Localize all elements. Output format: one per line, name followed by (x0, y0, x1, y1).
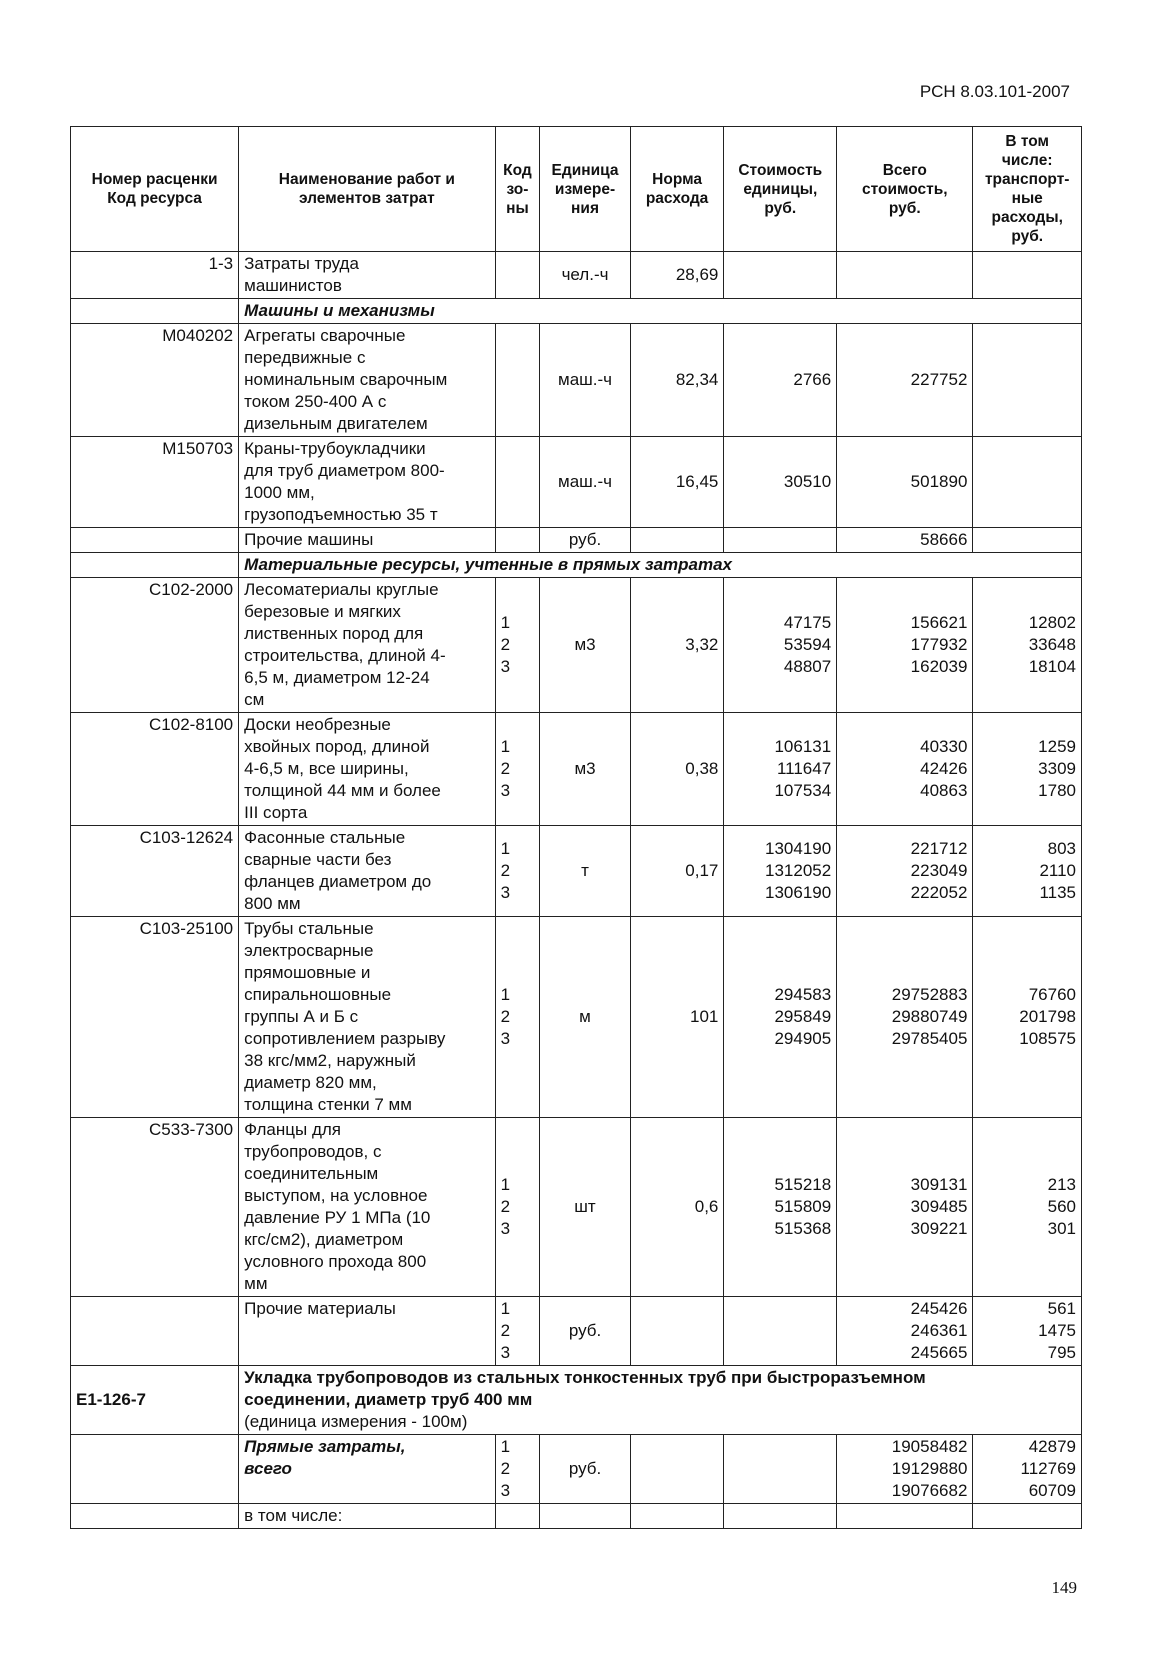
resource-code: С102-8100 (71, 713, 239, 826)
section-row (71, 553, 1082, 578)
total-cell (837, 252, 973, 299)
total-cell: 245426 246361 245665 (837, 1297, 973, 1366)
unit-cell: чел.-ч (540, 252, 630, 299)
table-row (71, 437, 1082, 528)
zone-cell: 1 2 3 (495, 1118, 540, 1297)
table-row (71, 1435, 1082, 1504)
norm-cell: 0,6 (630, 1118, 724, 1297)
price-cell (724, 1297, 837, 1366)
resource-code: 1-3 (71, 252, 239, 299)
table-row (71, 1504, 1082, 1529)
zone-cell (495, 1504, 540, 1529)
document-code: РСН 8.03.101-2007 (919, 82, 1070, 101)
resource-code: М040202 (71, 324, 239, 437)
price-cell: 1304190 1312052 1306190 (724, 826, 837, 917)
transport-cell: 1259 3309 1780 (973, 713, 1082, 826)
norm-cell: 16,45 (630, 437, 724, 528)
rates-table (70, 126, 1082, 1529)
table-row (71, 252, 1082, 299)
rate-heading (239, 1366, 1082, 1435)
norm-cell (630, 1504, 724, 1529)
resource-code (71, 528, 239, 553)
total-cell: 501890 (837, 437, 973, 528)
zone-cell: 1 2 3 (495, 826, 540, 917)
total-cell: 156621 177932 162039 (837, 578, 973, 713)
table-row (71, 826, 1082, 917)
unit-cell: руб. (540, 1435, 630, 1504)
rate-unit-note: (единица измерения - 100м) (244, 1412, 468, 1431)
total-cell (837, 1504, 973, 1529)
column-header-total: Всего стоимость, руб. (837, 127, 973, 252)
resource-code (71, 1504, 239, 1529)
rate-code: Е1-126-7 (71, 1366, 239, 1435)
total-cell: 29752883 29880749 29785405 (837, 917, 973, 1118)
unit-cell: руб. (540, 528, 630, 553)
total-cell: 40330 42426 40863 (837, 713, 973, 826)
rate-title: Укладка трубопроводов из стальных тонкостенных труб при быстроразъемном соединении, диаметр труб 400 мм (244, 1368, 926, 1409)
unit-cell (540, 1504, 630, 1529)
total-cell: 227752 (837, 324, 973, 437)
price-cell (724, 528, 837, 553)
price-cell: 106131 111647 107534 (724, 713, 837, 826)
transport-cell (973, 528, 1082, 553)
zone-cell (495, 437, 540, 528)
norm-cell: 82,34 (630, 324, 724, 437)
column-header-norm: Норма расхода (630, 127, 724, 252)
column-header-code: Номер расценки Код ресурса (71, 127, 239, 252)
table-row (71, 528, 1082, 553)
price-cell: 515218 515809 515368 (724, 1118, 837, 1297)
zone-cell: 1 2 3 (495, 578, 540, 713)
zone-cell (495, 324, 540, 437)
section-row (71, 299, 1082, 324)
empty-cell (71, 553, 239, 578)
transport-cell (973, 324, 1082, 437)
zone-cell: 1 2 3 (495, 917, 540, 1118)
price-cell (724, 1504, 837, 1529)
resource-name: Прочие машины (239, 528, 495, 553)
resource-code: М150703 (71, 437, 239, 528)
table-row (71, 1297, 1082, 1366)
zone-cell: 1 2 3 (495, 1297, 540, 1366)
norm-cell: 101 (630, 917, 724, 1118)
resource-name: Прочие материалы (239, 1297, 495, 1366)
zone-cell: 1 2 3 (495, 1435, 540, 1504)
transport-cell: 803 2110 1135 (973, 826, 1082, 917)
norm-cell: 0,38 (630, 713, 724, 826)
unit-cell: маш.-ч (540, 437, 630, 528)
transport-cell (973, 252, 1082, 299)
zone-cell (495, 528, 540, 553)
transport-cell: 213 560 301 (973, 1118, 1082, 1297)
norm-cell: 3,32 (630, 578, 724, 713)
unit-cell: шт (540, 1118, 630, 1297)
empty-cell (71, 299, 239, 324)
table-row (71, 324, 1082, 437)
page-number: 149 (1051, 1578, 1077, 1597)
zone-cell: 1 2 3 (495, 713, 540, 826)
table-row (71, 917, 1082, 1118)
resource-code: С103-25100 (71, 917, 239, 1118)
norm-cell: 0,17 (630, 826, 724, 917)
resource-name: Лесоматериалы круглые березовые и мягких лиственных пород для строительства, длиной 4- 6,5 м, диаметром 12-24 см (239, 578, 495, 713)
table-header-row (71, 127, 1082, 252)
resource-name: в том числе: (239, 1504, 495, 1529)
price-cell (724, 1435, 837, 1504)
section-title: Материальные ресурсы, учтенные в прямых затратах (239, 553, 1082, 578)
resource-name: Агрегаты сварочные передвижные с номинальным сварочным током 250-400 А с дизельным двигателем (239, 324, 495, 437)
unit-cell: т (540, 826, 630, 917)
resource-name: Краны-трубоукладчики для труб диаметром 800- 1000 мм, грузоподъемностью 35 т (239, 437, 495, 528)
resource-name: Затраты труда машинистов (239, 252, 495, 299)
price-cell: 2766 (724, 324, 837, 437)
norm-cell (630, 1297, 724, 1366)
resource-code (71, 1435, 239, 1504)
transport-cell (973, 437, 1082, 528)
section-title: Машины и механизмы (239, 299, 1082, 324)
norm-cell (630, 1435, 724, 1504)
transport-cell (973, 1504, 1082, 1529)
resource-code (71, 1297, 239, 1366)
price-cell (724, 252, 837, 299)
table-row (71, 1118, 1082, 1297)
norm-cell: 28,69 (630, 252, 724, 299)
column-header-unit: Единица измере- ния (540, 127, 630, 252)
price-cell: 30510 (724, 437, 837, 528)
resource-name: Фланцы для трубопроводов, с соединительным выступом, на условное давление РУ 1 МПа (10 кгс/см2), диаметром условного прохода 800 мм (239, 1118, 495, 1297)
resource-code: С102-2000 (71, 578, 239, 713)
table-row (71, 713, 1082, 826)
column-header-zone: Код зо- ны (495, 127, 540, 252)
total-cell: 58666 (837, 528, 973, 553)
unit-cell: м3 (540, 578, 630, 713)
unit-cell: м3 (540, 713, 630, 826)
total-cell: 19058482 19129880 19076682 (837, 1435, 973, 1504)
price-cell: 47175 53594 48807 (724, 578, 837, 713)
resource-name: Трубы стальные электросварные прямошовные и спиральношовные группы А и Б с сопротивлением разрыву 38 кгс/мм2, наружный диаметр 820 мм, толщина стенки 7 мм (239, 917, 495, 1118)
zone-cell (495, 252, 540, 299)
resource-code: С103-12624 (71, 826, 239, 917)
transport-cell: 561 1475 795 (973, 1297, 1082, 1366)
column-header-transport: В том числе: транспорт- ные расходы, руб. (973, 127, 1082, 252)
transport-cell: 12802 33648 18104 (973, 578, 1082, 713)
unit-cell: маш.-ч (540, 324, 630, 437)
table-row (71, 578, 1082, 713)
resource-name: Фасонные стальные сварные части без фланцев диаметром до 800 мм (239, 826, 495, 917)
transport-cell: 76760 201798 108575 (973, 917, 1082, 1118)
resource-name: Прямые затраты, всего (239, 1435, 495, 1504)
resource-name: Доски необрезные хвойных пород, длиной 4-6,5 м, все ширины, толщиной 44 мм и более III сорта (239, 713, 495, 826)
norm-cell (630, 528, 724, 553)
unit-cell: руб. (540, 1297, 630, 1366)
total-cell: 309131 309485 309221 (837, 1118, 973, 1297)
column-header-price: Стоимость единицы, руб. (724, 127, 837, 252)
total-cell: 221712 223049 222052 (837, 826, 973, 917)
column-header-name: Наименование работ и элементов затрат (239, 127, 495, 252)
price-cell: 294583 295849 294905 (724, 917, 837, 1118)
unit-cell: м (540, 917, 630, 1118)
transport-cell: 42879 112769 60709 (973, 1435, 1082, 1504)
rate-heading-row (71, 1366, 1082, 1435)
resource-code: С533-7300 (71, 1118, 239, 1297)
